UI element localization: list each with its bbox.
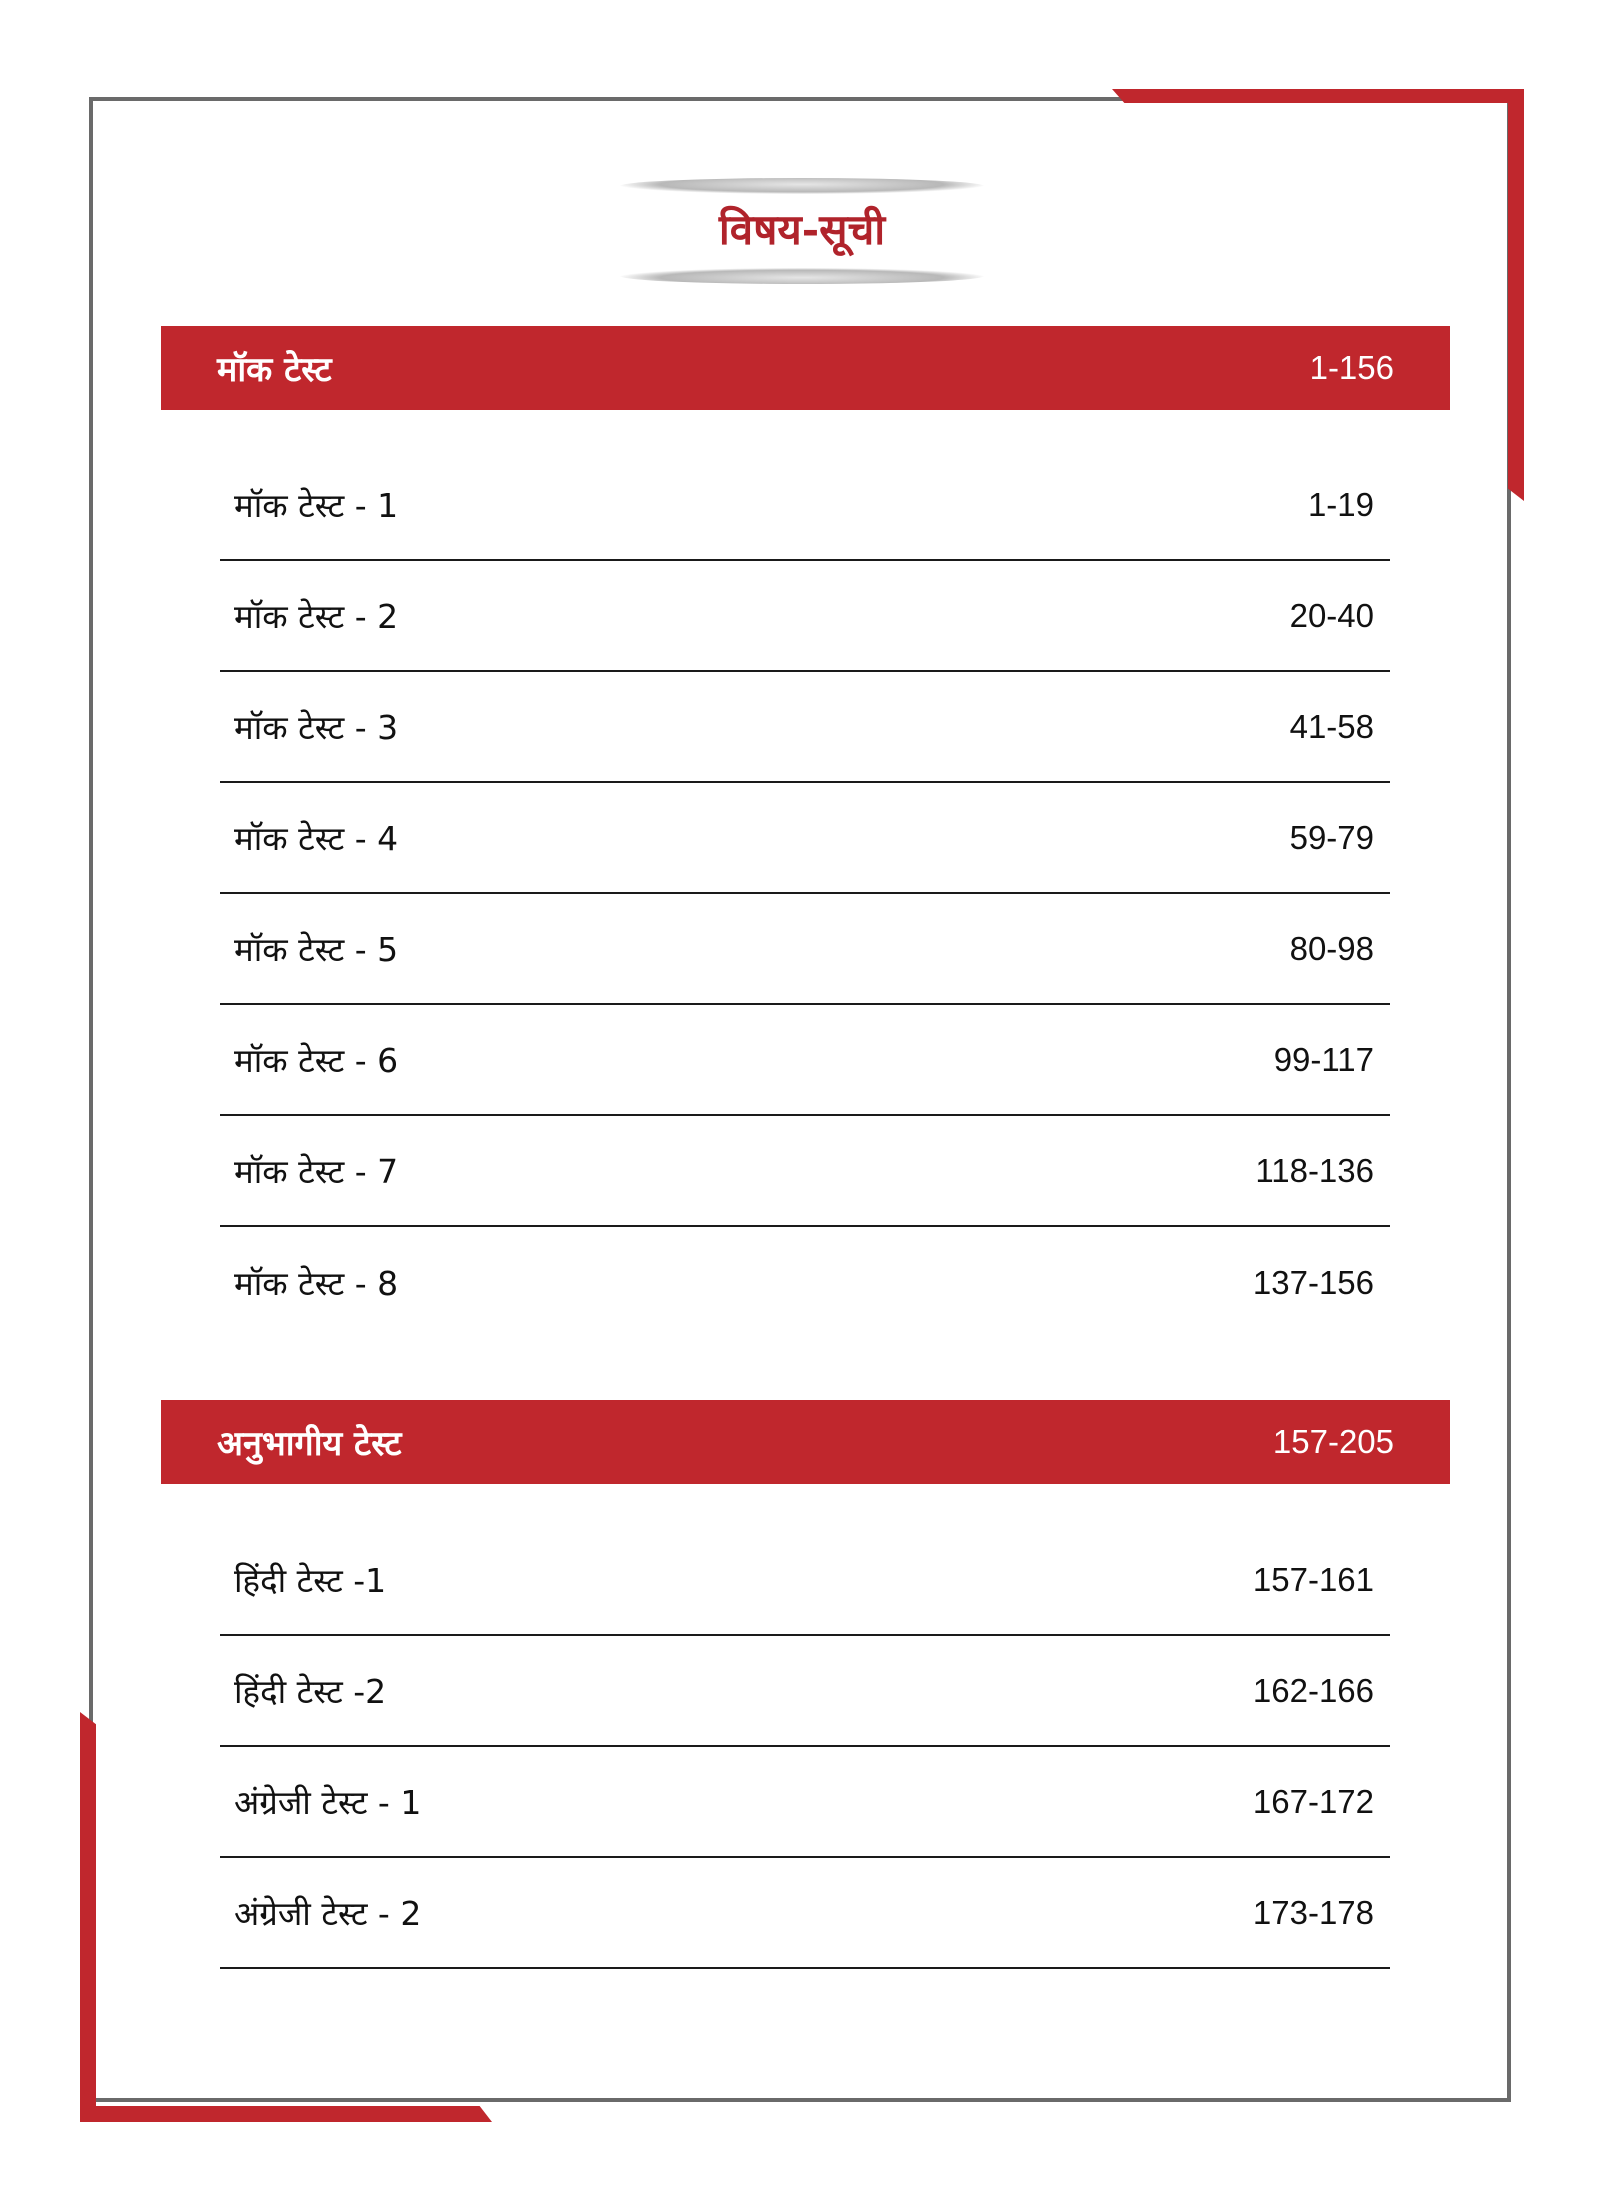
- corner-accent-bottom-left: [80, 2106, 492, 2122]
- toc-item-pages: 80-98: [1289, 929, 1374, 967]
- page-title: विषय-सूची: [718, 205, 886, 254]
- toc-row[interactable]: [220, 1227, 1390, 1338]
- corner-accent-bottom-left-vertical: [80, 1712, 96, 2122]
- toc-row[interactable]: [220, 894, 1390, 1005]
- toc-item-label: मॉक टेस्ट - 7: [234, 1152, 399, 1191]
- corner-accent-top-right: [1112, 89, 1524, 103]
- toc-item-label: अंग्रेजी टेस्ट - 1: [234, 1783, 422, 1822]
- toc-item-pages: 59-79: [1289, 818, 1374, 856]
- toc-item-label: मॉक टेस्ट - 3: [234, 708, 399, 747]
- toc-row[interactable]: [220, 561, 1390, 672]
- toc-item-pages: 173-178: [1252, 1893, 1374, 1931]
- toc-item-label: मॉक टेस्ट - 8: [234, 1264, 399, 1303]
- toc-row[interactable]: [220, 1116, 1390, 1227]
- section-page-range: 1-156: [1309, 349, 1394, 386]
- title-lens: [620, 178, 984, 284]
- toc-row[interactable]: [220, 1525, 1390, 1636]
- section-title: अनुभागीय टेस्ट: [217, 1424, 402, 1464]
- toc-row[interactable]: [220, 1636, 1390, 1747]
- section-banner-sectional-tests[interactable]: [161, 1400, 1450, 1484]
- toc-item-pages: 20-40: [1289, 596, 1374, 634]
- toc-row[interactable]: [220, 450, 1390, 561]
- toc-row[interactable]: [220, 1858, 1390, 1969]
- toc-list-sectional-tests: [220, 1525, 1390, 1969]
- toc-item-pages: 137-156: [1252, 1263, 1374, 1301]
- toc-item-pages: 1-19: [1307, 485, 1374, 523]
- corner-accent-top-right-vertical: [1508, 89, 1524, 501]
- toc-item-label: मॉक टेस्ट - 5: [234, 930, 399, 969]
- toc-item-label: मॉक टेस्ट - 4: [234, 819, 399, 858]
- toc-item-label: मॉक टेस्ट - 2: [234, 597, 399, 636]
- toc-item-pages: 118-136: [1255, 1151, 1374, 1189]
- toc-item-pages: 157-161: [1252, 1560, 1374, 1598]
- toc-item-label: हिंदी टेस्ट -1: [234, 1561, 387, 1600]
- toc-item-pages: 99-117: [1273, 1040, 1374, 1078]
- toc-item-pages: 162-166: [1252, 1671, 1374, 1709]
- section-page-range: 157-205: [1272, 1423, 1394, 1460]
- lens-top-decoration: [620, 178, 984, 194]
- toc-item-pages: 167-172: [1252, 1782, 1374, 1820]
- toc-item-label: अंग्रेजी टेस्ट - 2: [234, 1894, 422, 1933]
- lens-bottom-decoration: [620, 268, 984, 284]
- toc-list-mock-tests: [220, 450, 1390, 1338]
- toc-row[interactable]: [220, 783, 1390, 894]
- toc-row[interactable]: [220, 672, 1390, 783]
- section-banner-mock-tests[interactable]: [161, 326, 1450, 410]
- toc-item-label: मॉक टेस्ट - 6: [234, 1041, 399, 1080]
- toc-row[interactable]: [220, 1747, 1390, 1858]
- toc-item-label: मॉक टेस्ट - 1: [234, 486, 399, 525]
- toc-item-pages: 41-58: [1289, 707, 1374, 745]
- toc-row[interactable]: [220, 1005, 1390, 1116]
- toc-item-label: हिंदी टेस्ट -2: [234, 1672, 387, 1711]
- section-title: मॉक टेस्ट: [217, 350, 332, 390]
